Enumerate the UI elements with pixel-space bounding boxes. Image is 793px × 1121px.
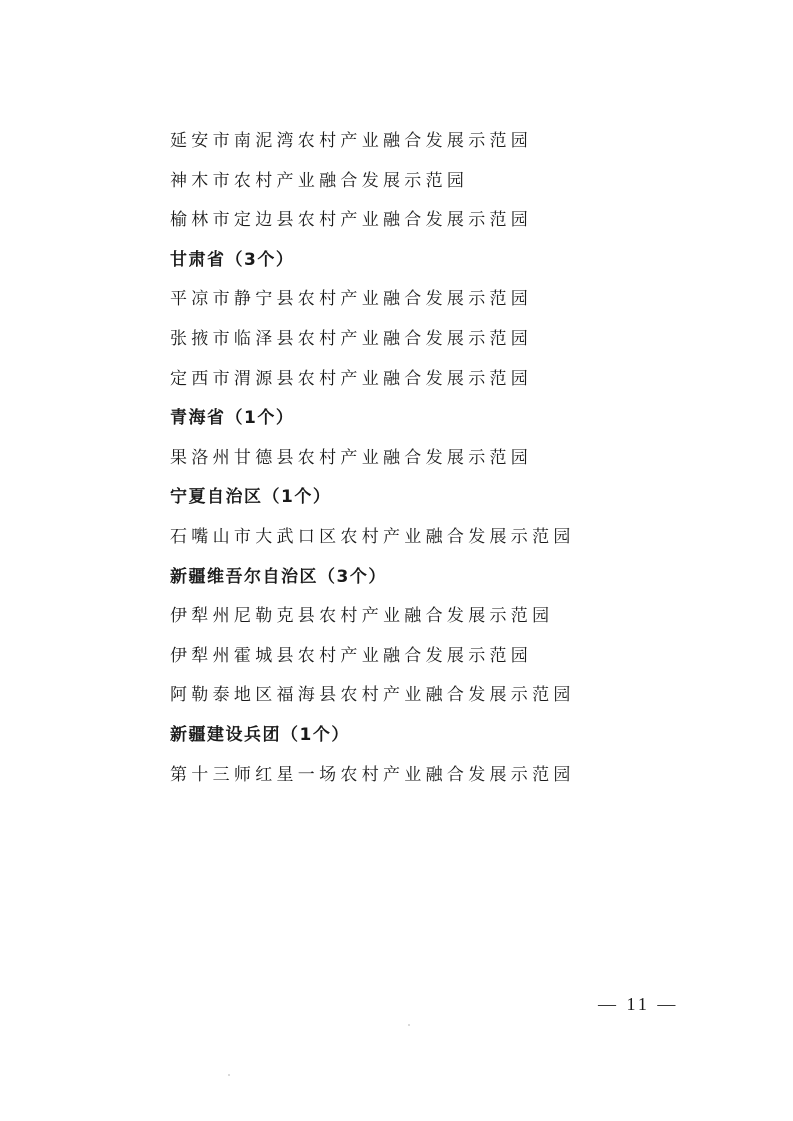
list-item: 果洛州甘德县农村产业融合发展示范园	[170, 447, 533, 468]
scan-speck	[228, 1074, 230, 1076]
list-item: 伊犁州尼勒克县农村产业融合发展示范园	[170, 606, 554, 627]
list-item: 第十三师红星一场农村产业融合发展示范园	[170, 764, 575, 785]
list-item: 定西市渭源县农村产业融合发展示范园	[170, 368, 533, 389]
page-number: — 11 —	[598, 994, 679, 1014]
list-item: 伊犁州霍城县农村产业融合发展示范园	[170, 645, 533, 666]
province-heading: 新疆维吾尔自治区（3个）	[170, 566, 387, 587]
list-item: 阿勒泰地区福海县农村产业融合发展示范园	[170, 685, 575, 706]
list-item: 石嘴山市大武口区农村产业融合发展示范园	[170, 526, 575, 547]
list-item: 平凉市静宁县农村产业融合发展示范园	[170, 289, 533, 310]
province-heading: 青海省（1个）	[170, 408, 295, 429]
scan-speck	[408, 1024, 410, 1026]
park-list	[170, 122, 770, 795]
province-heading: 甘肃省（3个）	[170, 249, 295, 270]
list-item: 张掖市临泽县农村产业融合发展示范园	[170, 328, 533, 349]
list-item: 榆林市定边县农村产业融合发展示范园	[170, 210, 533, 231]
province-heading: 宁夏自治区（1个）	[170, 487, 332, 508]
list-item: 延安市南泥湾农村产业融合发展示范园	[170, 131, 533, 151]
list-item: 神木市农村产业融合发展示范园	[170, 170, 469, 191]
province-heading: 新疆建设兵团（1个）	[170, 724, 350, 745]
